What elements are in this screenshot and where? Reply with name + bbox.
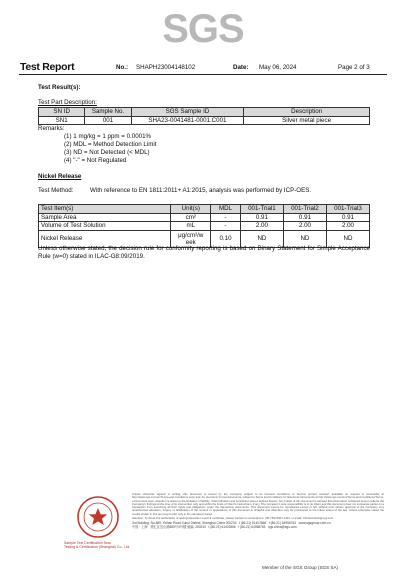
table-cell: 0.91 — [326, 213, 369, 222]
column-header: Test Item(s) — [39, 205, 171, 214]
fax-en: f (86-21) 64958763 — [268, 521, 296, 526]
column-header: 001-Trial1 — [240, 205, 283, 214]
table-cell: 0.91 — [283, 213, 326, 222]
column-header: Description — [244, 108, 370, 117]
table-cell: 0.10 — [211, 230, 241, 247]
part-description-table — [38, 107, 370, 125]
website[interactable]: www.sgsgroup.com.cn — [298, 521, 331, 526]
table-row — [39, 116, 370, 125]
test-results-heading: Test Result(s): — [38, 84, 81, 91]
table-cell: SHA23-0041481-0001.C001 — [131, 116, 244, 125]
address-en: 3rd Building, No.889, Yishan Road Xuhui District, Shanghai China 200233 — [132, 521, 237, 526]
member-statement: Member of the SGS Group (SGS SA) — [262, 565, 339, 570]
certification-seal-icon — [76, 495, 120, 539]
table-cell: 0.91 — [240, 213, 283, 222]
table-cell: 2.00 — [326, 222, 369, 231]
column-header: Sample No. — [85, 108, 131, 117]
header-divider — [19, 74, 387, 75]
column-header: 001-Trial3 — [326, 205, 369, 214]
table-cell: ND — [283, 230, 326, 247]
page-number: Page 2 of 3 — [338, 64, 370, 71]
remark-item: (4) "-" = Not Regulated — [64, 157, 127, 164]
column-header: 001-Trial2 — [283, 205, 326, 214]
seal-caption: Sample Test Certification Seal Testing & Certification (Shanghai) Co., Ltd. — [64, 541, 131, 549]
unit-line: μg/cm²/w — [178, 231, 204, 239]
address-cn: 中国 · 上海 · 徐汇区宜山路889号3号楼 邮编: 200233 — [132, 524, 206, 529]
column-header: Unit(s) — [171, 205, 211, 214]
table-header-row — [39, 205, 370, 214]
email[interactable]: sgs.china@sgs.com — [268, 524, 297, 529]
report-date-value: May 06, 2024 — [259, 64, 297, 71]
table-header-row — [39, 108, 370, 117]
unit-line: eek — [185, 238, 196, 246]
remark-item: (2) MDL = Method Detection Limit — [64, 141, 157, 148]
table-cell: 2.00 — [240, 222, 283, 231]
telephone-cn: t (86-21) 61402666 — [208, 524, 236, 529]
terms-fine-print: Unless otherwise agreed in writing, this document is issued by the Company subject to its General Conditions of Service printed overleaf, available on request or accessible at http://www.sgs.com/en/Terms-and-Conditions.aspx and, for electronic format documents, subject to Terms and Conditions for Electronic Documents at http://www.sgs.com/en/Terms-and-Conditions/Terms-e-Document.aspx. Attention is drawn to the limitation of liability, indemnification and jurisdiction issues defined therein. Any holder of this document is advised that information contained hereon reflects the Company's findings at the time of its intervention only and within the limits of Client's instructions, if any. The Company's sole responsibility is to its Client and this document does not exonerate parties to a transaction from exercising all their rights and obligations under the transaction documents. This document cannot be reproduced except in full, without prior written approval of the Company. Any unauthorized alteration, forgery or falsification of the content or appearance of this document is unlawful and offenders may be prosecuted to the fullest extent of the law. Unless otherwise stated the results shown in this test report refer only to the sample(s) tested. Attention: To check the authenticity of testing/inspection report & certificate, please contact us at telephone: (86-755) 8307 1443, or email: CN.Doccheck@sgs.com 3rd Building, No.889, Yishan Road Xuhui District, Shanghai China 200233 t (86-21) 61402666 f (86-21) 64958763 www.sgsgroup.com.cn 中国 · 上海 · 徐汇区宜山路889号3号楼 邮编: 200233 t (86-21) 61402666 f (86-21) 64958763 sgs.china@sgs.com — [132, 492, 384, 529]
table-cell: cm² — [171, 213, 211, 222]
telephone-en: t (86-21) 61402666 — [239, 521, 267, 526]
table-cell: Nickel Release — [39, 230, 171, 247]
column-header: SGS Sample ID — [131, 108, 244, 117]
remarks-heading: Remarks: — [38, 125, 65, 132]
report-no-value: SHAPH23004148102 — [136, 64, 196, 71]
nickel-release-table — [38, 204, 370, 248]
table-cell: mL — [171, 222, 211, 231]
remark-item: (3) ND = Not Detected (< MDL) — [64, 149, 150, 156]
table-cell: SN1 — [39, 116, 85, 125]
table-cell: - — [211, 213, 241, 222]
report-date-label: Date: — [233, 64, 249, 71]
table-cell: ND — [240, 230, 283, 247]
table-cell: Sample Area — [39, 213, 171, 222]
table-cell: ND — [326, 230, 369, 247]
test-method-text: With reference to EN 1811:2011+ A1:2015, analysis was performed by ICP-OES. — [90, 187, 312, 194]
column-header: MDL — [211, 205, 241, 214]
fax-cn: f (86-21) 64958763 — [238, 524, 266, 529]
report-title: Test Report — [20, 61, 75, 73]
table-row — [39, 222, 370, 231]
nickel-release-heading: Nickel Release — [38, 173, 82, 180]
svg-text:SGS: SGS — [162, 7, 244, 50]
test-method-label: Test Method: — [38, 187, 74, 194]
part-description-heading: Test Part Description: — [38, 99, 97, 106]
column-header: SN ID — [39, 108, 85, 117]
table-cell: 001 — [85, 116, 131, 125]
remark-item: (1) 1 mg/kg = 1 ppm = 0.0001% — [64, 133, 152, 140]
sgs-logo — [146, 6, 260, 50]
report-no-label: No.: — [116, 64, 129, 71]
table-row — [39, 213, 370, 222]
table-cell: Silver metal piece — [244, 116, 370, 125]
decision-rule-text: Unless otherwise stated, the decision rule for conformity reporting is based on Binary Statement for Simple Acceptance Rule (w=0) stated in ILAC-G8:09/2019. — [38, 245, 370, 261]
table-cell: Volume of Test Solution — [39, 222, 171, 231]
table-cell: 2.00 — [283, 222, 326, 231]
table-cell: - — [211, 222, 241, 231]
